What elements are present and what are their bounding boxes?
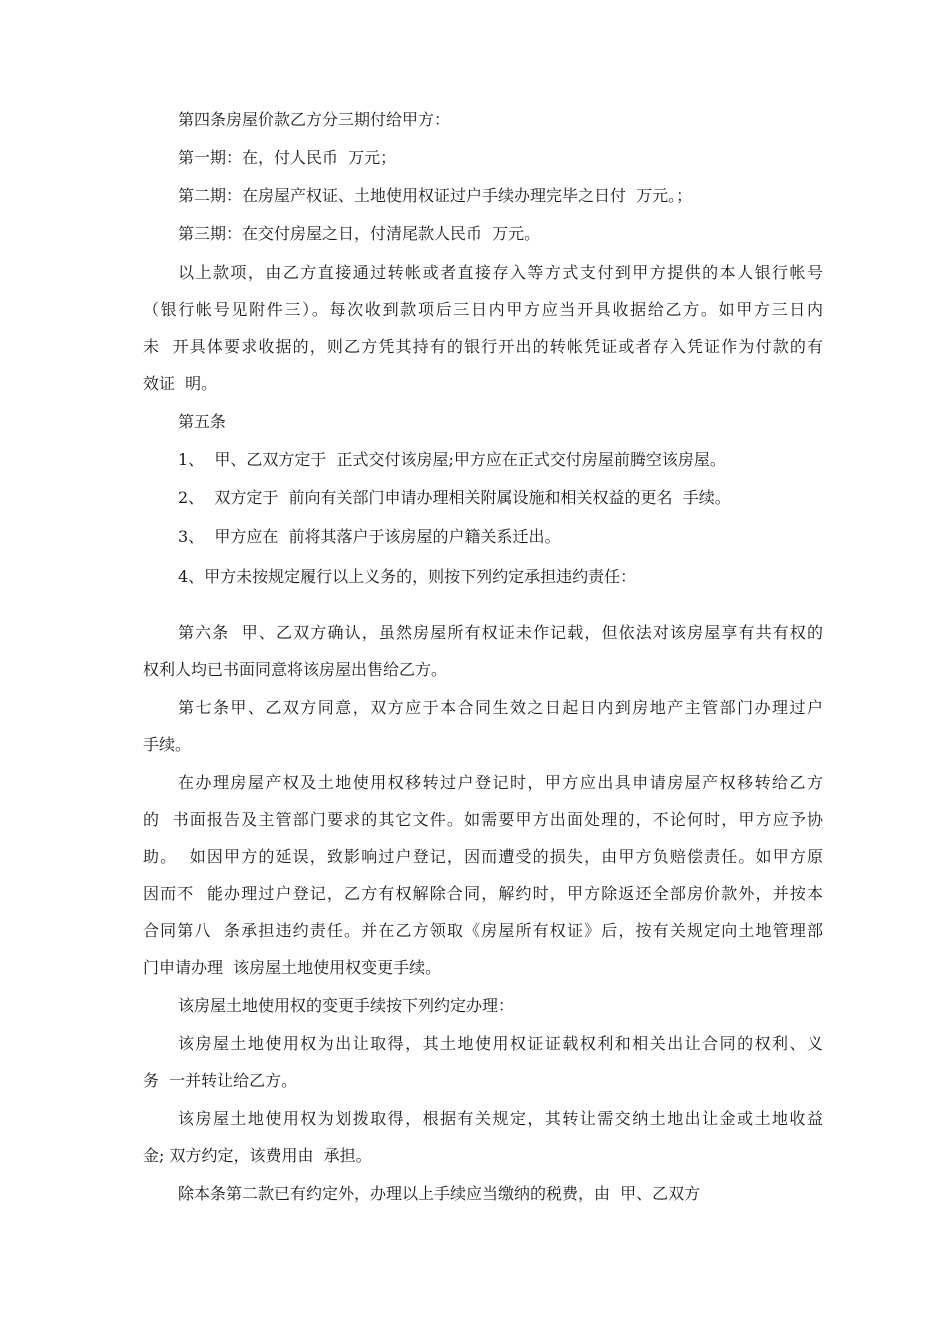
article-6-line-1: 第六条 甲、乙双方确认，虽然房屋所有权证未作记载，但依法对该房屋享有共有权的	[178, 623, 823, 642]
transfer-paragraph-line-3: 助。 如因甲方的延误，致影响过户登记，因而遭受的损失，由甲方负赔偿责任。如甲方原	[143, 847, 823, 866]
land-allocation-line-1: 该房屋土地使用权为划拨取得，根据有关规定，其转让需交纳土地出让金或土地收益	[178, 1109, 823, 1128]
article-5-item-4: 4、甲方未按规定履行以上义务的，则按下列约定承担违约责任：	[178, 567, 637, 586]
article-5-item-1: 1、 甲、乙双方定于 正式交付该房屋;甲方应在正式交付房屋前腾空该房屋。	[178, 450, 726, 469]
taxes-line-1: 除本条第二款已有约定外，办理以上手续应当缴纳的税费，由 甲、乙双方	[178, 1184, 701, 1203]
payment-paragraph-line-2: （银行帐号见附件三）。每次收到款项后三日内甲方应当开具收据给乙方。如甲方三日内	[143, 300, 823, 319]
land-transfer-line-1: 该房屋土地使用权为出让取得，其土地使用权证证载权利和相关出让合同的权利、义	[178, 1034, 823, 1053]
payment-phase-2: 第二期：在房屋产权证、土地使用权证过户手续办理完毕之日付 万元。；	[178, 186, 693, 205]
article-7-line-1: 第七条甲、乙双方同意，双方应于本合同生效之日起日内到房地产主管部门办理过户	[178, 698, 823, 717]
article-5-heading: 第五条	[178, 412, 227, 431]
payment-paragraph-line-1: 以上款项，由乙方直接通过转帐或者直接存入等方式支付到甲方提供的本人银行帐号	[178, 263, 823, 282]
article-7-line-2: 手续。	[143, 735, 192, 754]
land-transfer-line-2: 务 一并转让给乙方。	[143, 1071, 298, 1090]
transfer-paragraph-line-4: 因而不 能办理过户登记，乙方有权解除合同，解约时，甲方除返还全部房价款外，并按本	[143, 884, 823, 903]
article-5-item-3: 3、 甲方应在 前将其落户于该房屋的户籍关系迁出。	[178, 527, 561, 546]
payment-phase-3: 第三期：在交付房屋之日，付清尾款人民币 万元。	[178, 224, 541, 243]
article-4-heading: 第四条房屋价款乙方分三期付给甲方：	[178, 110, 451, 129]
payment-phase-1: 第一期：在，付人民币 万元；	[178, 148, 397, 167]
land-allocation-line-2: 金; 双方约定，该费用由 承担。	[143, 1146, 372, 1165]
transfer-paragraph-line-2: 的 书面报告及主管部门要求的其它文件。如需要甲方出面处理的，不论何时，甲方应予协	[143, 810, 823, 829]
payment-paragraph-line-4: 效证 明。	[143, 374, 218, 393]
payment-paragraph-line-3: 未 开具体要求收据的，则乙方凭其持有的银行开出的转帐凭证或者存入凭证作为付款的有	[143, 337, 823, 356]
article-5-item-2: 2、 双方定于 前向有关部门申请办理相关附属设施和相关权益的更名 手续。	[178, 488, 731, 507]
article-6-line-2: 权利人均已书面同意将该房屋出售给乙方。	[143, 660, 448, 679]
transfer-paragraph-line-1: 在办理房屋产权及土地使用权移转过户登记时，甲方应出具申请房屋产权移转给乙方	[178, 773, 823, 792]
transfer-paragraph-line-6: 门申请办理 该房屋土地使用权变更手续。	[143, 958, 442, 977]
land-use-change-heading: 该房屋土地使用权的变更手续按下列约定办理：	[178, 996, 515, 1015]
transfer-paragraph-line-5: 合同第八 条承担违约责任。并在乙方领取《房屋所有权证》后，按有关规定向土地管理部	[143, 921, 823, 940]
